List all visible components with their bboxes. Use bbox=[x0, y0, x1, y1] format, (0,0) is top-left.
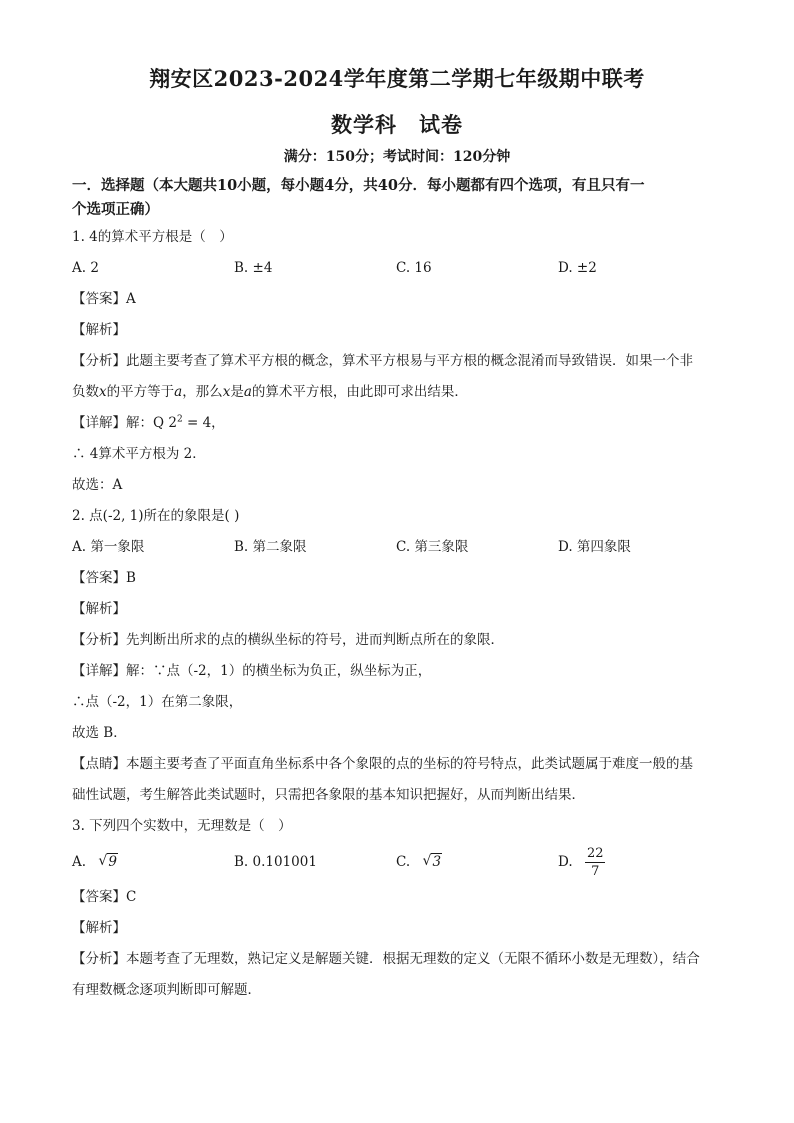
q3-analysis-text1: 本题考查了无理数，熟记定义是解题关键．根据无理数的定义（无限不循环小数是无理数），结合 bbox=[126, 951, 700, 967]
q3-option-a bbox=[72, 847, 234, 878]
fraction bbox=[585, 845, 606, 880]
q3-option-d-label: D. bbox=[558, 853, 573, 870]
q1-answer bbox=[72, 284, 722, 315]
q1-analysis-text2h: 的算术平方根，由此即可求出结果． bbox=[251, 384, 468, 400]
section-heading-line2: 个选项正确） bbox=[72, 201, 159, 218]
var-a: a bbox=[174, 384, 183, 400]
q1-analysis-text2a: 负数 bbox=[72, 384, 99, 400]
section-heading-line1: 一．选择题（本大题共10小题，每小题4分，共40分．每小题都有四个选项，有且只有一 bbox=[72, 177, 645, 194]
q3-option-b: B. 0.101001 bbox=[234, 853, 317, 870]
q1-analysis-text2f: 是 bbox=[230, 384, 244, 400]
q1-detail-line2: ∴ 4算术平方根为 2． bbox=[72, 446, 206, 462]
q2-jiexi: 【解析】 bbox=[72, 601, 126, 617]
q2-analysis-text: 先判断出所求的点的横纵坐标的符号，进而判断点所在的象限． bbox=[126, 632, 504, 648]
q2-comment-text1: 本题主要考查了平面直角坐标系中各个象限的点的坐标的符号特点，此类试题属于难度一般的基 bbox=[126, 756, 693, 772]
subject-label: 数学科 bbox=[331, 112, 397, 137]
page-subtitle bbox=[72, 112, 722, 138]
page-title: 翔安区2023-2024学年度第二学期七年级期中联考 bbox=[149, 66, 645, 91]
q2-options bbox=[72, 532, 722, 563]
var-x: x bbox=[99, 384, 107, 400]
q1-option-d: D. ±2 bbox=[558, 260, 597, 276]
q3-options bbox=[72, 842, 722, 882]
q1-options bbox=[72, 253, 722, 284]
q2-comment-line2: 础性试题，考生解答此类试题时，只需把各象限的基本知识把握好，从而判断出结果． bbox=[72, 787, 585, 803]
q1-analysis-line2 bbox=[72, 377, 722, 408]
q2-option-d: D. 第四象限 bbox=[558, 539, 631, 555]
exam-page bbox=[72, 66, 722, 1006]
analysis-tag: 【分析】 bbox=[72, 632, 126, 648]
q3-option-c bbox=[396, 847, 558, 878]
q1-analysis-text2b: 的平方等于 bbox=[106, 384, 175, 400]
q1-detail-text1a: 解：Q 2 bbox=[126, 415, 177, 431]
q1-analysis-line1 bbox=[72, 346, 722, 377]
var-x: x bbox=[222, 384, 231, 400]
q3-stem: 3. 下列四个实数中，无理数是（ ） bbox=[72, 818, 292, 834]
exponent: 2 bbox=[176, 414, 183, 425]
radicand: 3 bbox=[432, 853, 442, 870]
q2-detail-text1: 解：∵点（-2，1）的横坐标为负正，纵坐标为正， bbox=[126, 663, 432, 679]
answer-tag: 【答案】 bbox=[72, 291, 126, 307]
radical-sign: √ bbox=[98, 852, 108, 869]
q2-option-c: C. 第三象限 bbox=[396, 539, 469, 555]
q1-option-c: C. 16 bbox=[396, 260, 432, 276]
paper-label: 试卷 bbox=[419, 112, 463, 137]
q2-answer bbox=[72, 563, 722, 594]
q1-choose: 故选：A bbox=[72, 477, 123, 493]
q1-jiexi: 【解析】 bbox=[72, 322, 126, 338]
q3-option-a-label: A. bbox=[72, 853, 87, 870]
q1-detail-line1 bbox=[72, 408, 722, 439]
detail-tag: 【详解】 bbox=[72, 415, 126, 431]
q3-option-d bbox=[558, 845, 720, 880]
exam-meta: 满分：150分；考试时间：120分钟 bbox=[283, 149, 511, 165]
q2-comment-line1 bbox=[72, 749, 722, 780]
q3-answer-value: C bbox=[126, 889, 137, 905]
q3-answer bbox=[72, 882, 722, 913]
q3-jiexi: 【解析】 bbox=[72, 920, 126, 936]
numerator: 22 bbox=[586, 845, 604, 861]
q3-analysis-line2: 有理数概念逐项判断即可解题． bbox=[72, 982, 261, 998]
q2-answer-value: B bbox=[126, 570, 136, 586]
denominator: 7 bbox=[591, 863, 600, 879]
q2-stem: 2. 点(-2, 1)所在的象限是( ) bbox=[72, 508, 240, 524]
q2-detail-line2: ∴点（-2，1）在第二象限， bbox=[72, 694, 243, 710]
radicand: 9 bbox=[108, 853, 117, 870]
q1-option-a: A. 2 bbox=[72, 260, 99, 276]
q2-choose: 故选 B． bbox=[72, 725, 127, 741]
analysis-tag: 【分析】 bbox=[72, 353, 126, 369]
section-heading bbox=[72, 170, 722, 222]
analysis-tag: 【分析】 bbox=[72, 951, 126, 967]
answer-tag: 【答案】 bbox=[72, 889, 126, 905]
q1-stem: 1. 4的算术平方根是（ ） bbox=[72, 229, 233, 245]
q1-analysis-text1: 此题主要考查了算术平方根的概念，算术平方根易与平方根的概念混淆而导致错误．如果一个非 bbox=[126, 353, 693, 369]
q2-detail-line1 bbox=[72, 656, 722, 687]
detail-tag: 【详解】 bbox=[72, 663, 126, 679]
sqrt-expression bbox=[98, 847, 118, 878]
q1-detail-text1b: = 4， bbox=[182, 415, 225, 431]
sqrt-expression bbox=[422, 847, 442, 878]
var-a: a bbox=[243, 384, 252, 400]
q1-answer-value: A bbox=[126, 291, 136, 307]
q3-option-c-label: C. bbox=[396, 853, 411, 870]
comment-tag: 【点睛】 bbox=[72, 756, 126, 772]
q2-analysis bbox=[72, 625, 722, 656]
radical-sign: √ bbox=[422, 852, 432, 869]
q1-analysis-text2d: ，那么 bbox=[182, 384, 223, 400]
q1-option-b: B. ±4 bbox=[234, 260, 273, 276]
q2-option-a: A. 第一象限 bbox=[72, 539, 145, 555]
q3-analysis-line1 bbox=[72, 944, 722, 975]
answer-tag: 【答案】 bbox=[72, 570, 126, 586]
q2-option-b: B. 第二象限 bbox=[234, 539, 307, 555]
